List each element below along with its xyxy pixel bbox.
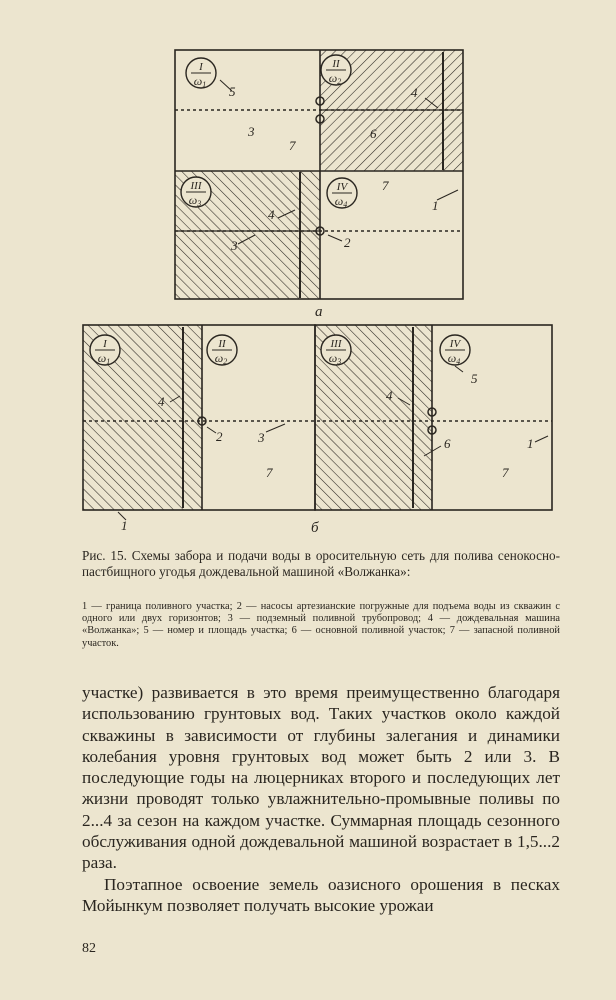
section-label-3 xyxy=(181,177,211,208)
svg-text:I: I xyxy=(103,338,107,350)
section-label-4 xyxy=(440,335,470,366)
callout: 2 xyxy=(216,429,223,444)
callout: 7 xyxy=(289,138,296,153)
svg-text:ω4: ω4 xyxy=(447,351,461,366)
callout: 5 xyxy=(471,371,478,386)
svg-text:ω3: ω3 xyxy=(328,351,342,366)
callout: 4 xyxy=(411,85,418,100)
svg-text:ω2: ω2 xyxy=(214,351,228,366)
diagram-label-b: б xyxy=(311,520,319,536)
section-label-2 xyxy=(207,335,237,366)
diagram-a xyxy=(175,50,463,320)
callout: 4 xyxy=(158,394,165,409)
callout: 1 xyxy=(432,198,439,213)
section-label-1 xyxy=(90,335,120,366)
page-number: 82 xyxy=(82,941,96,956)
diagram-b xyxy=(83,325,552,536)
callout: 5 xyxy=(229,84,236,99)
callout: 3 xyxy=(258,430,265,445)
diagram-label-a: а xyxy=(315,304,323,320)
svg-text:II: II xyxy=(332,58,340,70)
body-text xyxy=(82,682,560,916)
svg-text:ω3: ω3 xyxy=(188,193,202,208)
figure-legend: 1 — граница поливного участка; 2 — насосы артезианские погружные для подъема воды из скважин с одного или двух горизонтов; 3 — подземный поливной трубопровод; 4 — дождевальная машина «Волжанка»; 5 — номер и площадь участка; 6 — основной поливной участок; 7 — запасной поливной участок. xyxy=(82,601,560,649)
svg-text:IV: IV xyxy=(336,181,348,193)
section-label-4 xyxy=(327,178,357,209)
svg-text:I: I xyxy=(199,61,203,73)
section-label-2 xyxy=(321,55,351,86)
svg-text:III: III xyxy=(190,180,202,192)
callout: 3 xyxy=(248,124,255,139)
callout: 1 xyxy=(121,518,128,533)
callout: 2 xyxy=(344,235,351,250)
svg-text:ω1: ω1 xyxy=(97,351,111,366)
callout: 7 xyxy=(266,465,273,480)
paragraph: участке) развивается в это время преимущественно благодаря использованию грунтовых вод. Таких участков около каждой скважины в зависимости от глубины залегания и динамики колебания уровня грунтовых вод может быть 2 или 3. В последующие годы на люцерниках второго и последующих лет жизни проводят только увлажнительно-промывные поливы по 2...4 за сезон на каждом участке. Суммарная площадь сезонного обслуживания одной дождевальной машиной возрастает в 1,5...2 раза. xyxy=(82,683,560,873)
figure-caption: Рис. 15. Схемы забора и подачи воды в оросительную сеть для полива сенокосно-пастбищного угодья дождевальной машиной «Волжанка»: xyxy=(82,548,560,579)
paragraph: Поэтапное освоение земель оазисного орошения в песках Мойынкум позволяет получать высокие урожаи xyxy=(82,874,560,915)
svg-text:ω2: ω2 xyxy=(328,71,342,86)
svg-text:ω1: ω1 xyxy=(193,74,207,89)
callout: 6 xyxy=(444,436,451,451)
callout: 7 xyxy=(382,178,389,193)
section-label-1 xyxy=(186,58,216,89)
section-label-3 xyxy=(321,335,351,366)
svg-text:II: II xyxy=(218,338,226,350)
callout: 4 xyxy=(268,207,275,222)
callout: 3 xyxy=(231,238,238,253)
svg-text:IV: IV xyxy=(449,338,461,350)
svg-text:ω4: ω4 xyxy=(334,194,348,209)
callout: 4 xyxy=(386,388,393,403)
callout: 1 xyxy=(527,436,534,451)
svg-text:III: III xyxy=(330,338,342,350)
callout: 6 xyxy=(370,126,377,141)
callout: 7 xyxy=(502,465,509,480)
